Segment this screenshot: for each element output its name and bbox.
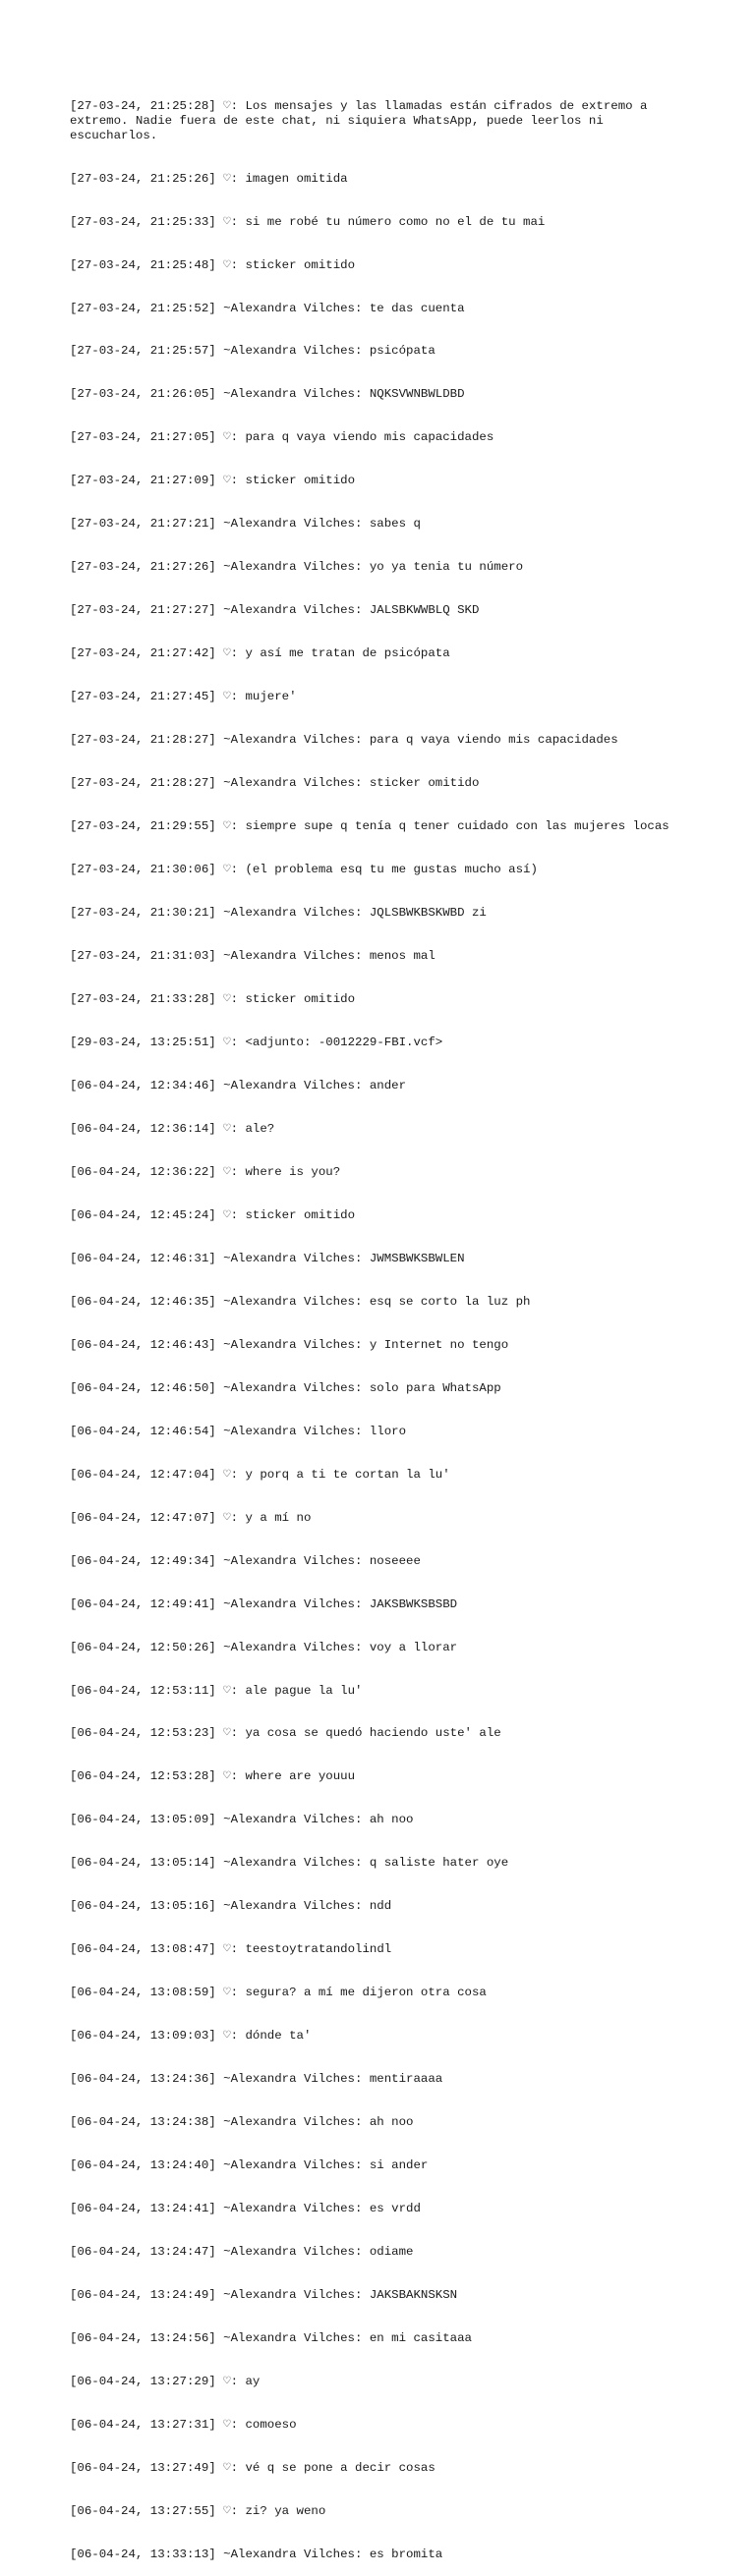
chat-line: [27-03-24, 21:25:52] ~Alexandra Vilches: te das cuenta (70, 301, 465, 315)
chat-line: [06-04-24, 13:27:31] ♡: comoeso (70, 2417, 297, 2432)
chat-line: [06-04-24, 13:27:49] ♡: vé q se pone a decir cosas (70, 2460, 436, 2475)
chat-line: [27-03-24, 21:30:06] ♡: (el problema esq tu me gustas mucho así) (70, 863, 538, 877)
chat-line: [06-04-24, 13:24:38] ~Alexandra Vilches: ah noo (70, 2115, 414, 2130)
chat-line: [06-04-24, 13:24:47] ~Alexandra Vilches: odiame (70, 2245, 414, 2260)
chat-line: [27-03-24, 21:25:33] ♡: si me robé tu número como no el de tu mai (70, 214, 546, 229)
chat-line: [27-03-24, 21:27:05] ♡: para q vaya viendo mis capacidades (70, 430, 494, 445)
chat-line: [27-03-24, 21:33:28] ♡: sticker omitido (70, 992, 356, 1006)
chat-line: [06-04-24, 12:46:35] ~Alexandra Vilches: esq se corto la luz ph (70, 1294, 531, 1309)
chat-line: [06-04-24, 13:08:59] ♡: segura? a mí me dijeron otra cosa (70, 1986, 487, 2000)
chat-line: [27-03-24, 21:28:27] ~Alexandra Vilches: para q vaya viendo mis capacidades (70, 733, 618, 748)
chat-line: [06-04-24, 13:27:55] ♡: zi? ya weno (70, 2503, 326, 2518)
chat-line: [06-04-24, 13:05:16] ~Alexandra Vilches: ndd (70, 1899, 392, 1914)
chat-line: [06-04-24, 12:36:22] ♡: where is you? (70, 1164, 341, 1179)
chat-line: [06-04-24, 13:27:29] ♡: ay (70, 2375, 261, 2388)
chat-line: [27-03-24, 21:27:09] ♡: sticker omitido (70, 474, 356, 488)
chat-line: [27-03-24, 21:31:03] ~Alexandra Vilches: menos mal (70, 949, 436, 964)
chat-line: [27-03-24, 21:27:27] ~Alexandra Vilches: JALSBKWWBLQ SKD (70, 603, 480, 618)
chat-line: [27-03-24, 21:25:28] ♡: Los mensajes y las llamadas están cifrados de extremo a extremo. Nadie fuera de este chat, ni siquiera WhatsApp, puede leerlos ni escucharlos. (70, 99, 655, 142)
chat-line: [27-03-24, 21:27:21] ~Alexandra Vilches: sabes q (70, 517, 421, 532)
chat-line: [27-03-24, 21:26:05] ~Alexandra Vilches: NQKSVWNBWLDBD (70, 387, 465, 402)
chat-line: [06-04-24, 12:46:31] ~Alexandra Vilches: JWMSBWKSBWLEN (70, 1251, 465, 1265)
chat-line: [06-04-24, 12:46:50] ~Alexandra Vilches: solo para WhatsApp (70, 1380, 501, 1395)
chat-line: [06-04-24, 13:05:14] ~Alexandra Vilches: q saliste hater oye (70, 1856, 509, 1871)
chat-line: [06-04-24, 12:46:43] ~Alexandra Vilches: y Internet no tengo (70, 1337, 509, 1352)
chat-line: [06-04-24, 12:47:04] ♡: y porq a ti te cortan la lu' (70, 1467, 450, 1482)
chat-line: [06-04-24, 12:47:07] ♡: y a mí no (70, 1510, 312, 1525)
chat-line: [27-03-24, 21:30:21] ~Alexandra Vilches: JQLSBWKBSKWBD zi (70, 906, 487, 921)
chat-line: [06-04-24, 13:33:13] ~Alexandra Vilches: es bromita (70, 2547, 443, 2561)
chat-line: [27-03-24, 21:28:27] ~Alexandra Vilches: sticker omitido (70, 776, 480, 791)
chat-line: [06-04-24, 12:49:34] ~Alexandra Vilches: noseeee (70, 1553, 421, 1568)
chat-line: [06-04-24, 12:49:41] ~Alexandra Vilches: JAKSBWKSBSBD (70, 1596, 458, 1611)
chat-line: [27-03-24, 21:27:45] ♡: mujere' (70, 690, 297, 704)
chat-line: [06-04-24, 12:50:26] ~Alexandra Vilches: voy a llorar (70, 1640, 458, 1654)
chat-line: [06-04-24, 13:09:03] ♡: dónde ta' (70, 2029, 312, 2044)
chat-line: [27-03-24, 21:25:57] ~Alexandra Vilches: psicópata (70, 344, 436, 359)
chat-line: [29-03-24, 13:25:51] ♡: <adjunto: -0012229-FBI.vcf> (70, 1035, 443, 1049)
chat-line: [27-03-24, 21:25:26] ♡: imagen omitida (70, 171, 348, 186)
chat-line: [06-04-24, 12:53:28] ♡: where are youuu (70, 1769, 356, 1784)
chat-line: [06-04-24, 13:24:49] ~Alexandra Vilches: JAKSBAKNSKSN (70, 2288, 458, 2303)
chat-transcript (70, 71, 684, 2576)
chat-line: [06-04-24, 12:53:11] ♡: ale pague la lu' (70, 1683, 363, 1698)
chat-line: [06-04-24, 12:45:24] ♡: sticker omitido (70, 1207, 356, 1222)
chat-line: [27-03-24, 21:25:48] ♡: sticker omitido (70, 257, 356, 272)
chat-line: [06-04-24, 12:46:54] ~Alexandra Vilches: lloro (70, 1424, 407, 1438)
chat-line: [06-04-24, 13:08:47] ♡: teestoytratandolindl (70, 1942, 392, 1957)
chat-line: [06-04-24, 12:53:23] ♡: ya cosa se quedó haciendo uste' ale (70, 1726, 501, 1741)
chat-line: [06-04-24, 13:05:09] ~Alexandra Vilches: ah noo (70, 1813, 414, 1827)
chat-line: [06-04-24, 12:36:14] ♡: ale? (70, 1121, 275, 1136)
chat-line: [06-04-24, 13:24:36] ~Alexandra Vilches: mentiraaaa (70, 2072, 443, 2087)
chat-line: [27-03-24, 21:27:42] ♡: y así me tratan de psicópata (70, 646, 450, 661)
chat-line: [06-04-24, 12:34:46] ~Alexandra Vilches: ander (70, 1078, 407, 1092)
chat-line: [27-03-24, 21:27:26] ~Alexandra Vilches: yo ya tenia tu número (70, 560, 524, 575)
chat-line: [27-03-24, 21:29:55] ♡: siempre supe q tenía q tener cuidado con las mujeres locas (70, 819, 669, 834)
chat-line: [06-04-24, 13:24:41] ~Alexandra Vilches: es vrdd (70, 2202, 421, 2216)
chat-line: [06-04-24, 13:24:40] ~Alexandra Vilches: si ander (70, 2158, 429, 2173)
chat-line: [06-04-24, 13:24:56] ~Alexandra Vilches: en mi casitaaa (70, 2331, 472, 2346)
